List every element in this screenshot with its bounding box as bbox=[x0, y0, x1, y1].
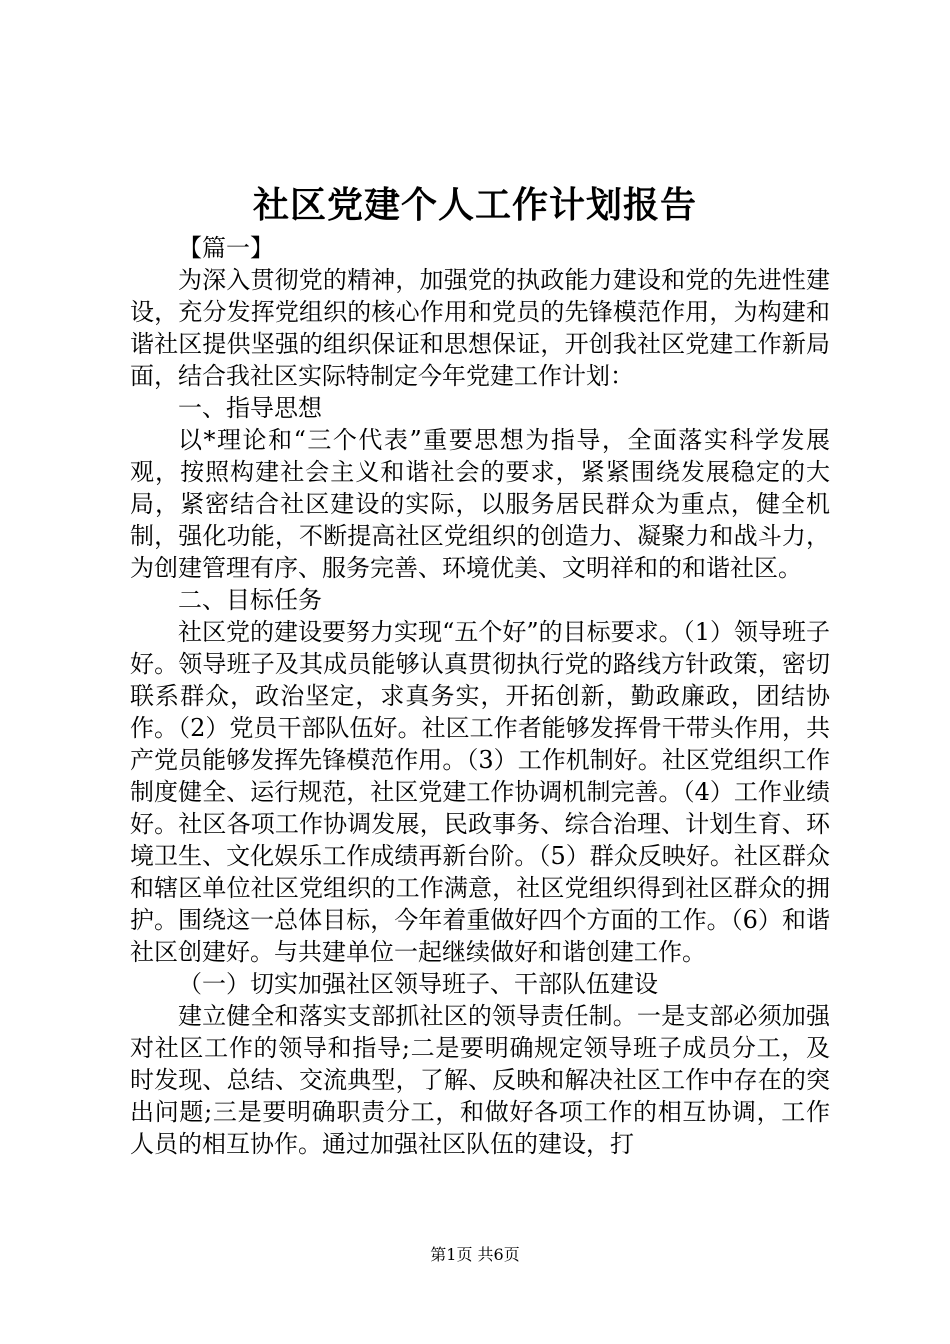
heading-guiding-thought: 一、指导思想 bbox=[178, 394, 322, 422]
goals-paragraph: 社区党的建设要努力实现“五个好”的目标要求。（1）领导班子好。领导班子及其成员能够认真贯彻执行党的路线方针政策，密切联系群众，政治坚定，求真务实，开拓创新，勤政廉政，团结协作。（2）党员干部队伍好。社区工作者能够发挥骨干带头作用，共产党员能够发挥先锋模范作用。（3）工作机制好。社区党组织工作制度健全、运行规范，社区党建工作协调机制完善。（4）工作业绩好。社区各项工作协调发展，民政事务、综合治理、计划生育、环境卫生、文化娱乐工作成绩再新台阶。（5）群众反映好。社区群众和辖区单位社区党组织的工作满意，社区党组织得到社区群众的拥护。围绕这一总体目标，今年着重做好四个方面的工作。（6）和谐社区创建好。与共建单位一起继续做好和谐创建工作。 bbox=[130, 618, 830, 966]
document-body bbox=[130, 232, 830, 1160]
subsection-1-paragraph: 建立健全和落实支部抓社区的领导责任制。一是支部必须加强对社区工作的领导和指导;二是要明确规定领导班子成员分工，及时发现、总结、交流典型，了解、反映和解决社区工作中存在的突出问题;三是要明确职责分工，和做好各项工作的相互协调，工作人员的相互协作。通过加强社区队伍的建设，打 bbox=[130, 1002, 830, 1158]
page-footer: 第1页 共6页 bbox=[430, 1245, 520, 1264]
section-label: 【篇一】 bbox=[178, 234, 274, 262]
heading-subsection-1: （一）切实加强社区领导班子、干部队伍建设 bbox=[178, 970, 658, 998]
heading-goals: 二、目标任务 bbox=[178, 586, 322, 614]
intro-paragraph: 为深入贯彻党的精神，加强党的执政能力建设和党的先进性建设，充分发挥党组织的核心作用和党员的先锋模范作用，为构建和谐社区提供坚强的组织保证和思想保证，开创我社区党建工作新局面，结合我社区实际特制定今年党建工作计划： bbox=[130, 266, 830, 390]
document-title: 社区党建个人工作计划报告 bbox=[252, 184, 697, 226]
guiding-thought-paragraph: 以*理论和“三个代表”重要思想为指导，全面落实科学发展观，按照构建社会主义和谐社会的要求，紧紧围绕发展稳定的大局，紧密结合社区建设的实际，以服务居民群众为重点，健全机制，强化功能，不断提高社区党组织的创造力、凝聚力和战斗力，为创建管理有序、服务完善、环境优美、文明祥和的和谐社区。 bbox=[130, 426, 830, 582]
